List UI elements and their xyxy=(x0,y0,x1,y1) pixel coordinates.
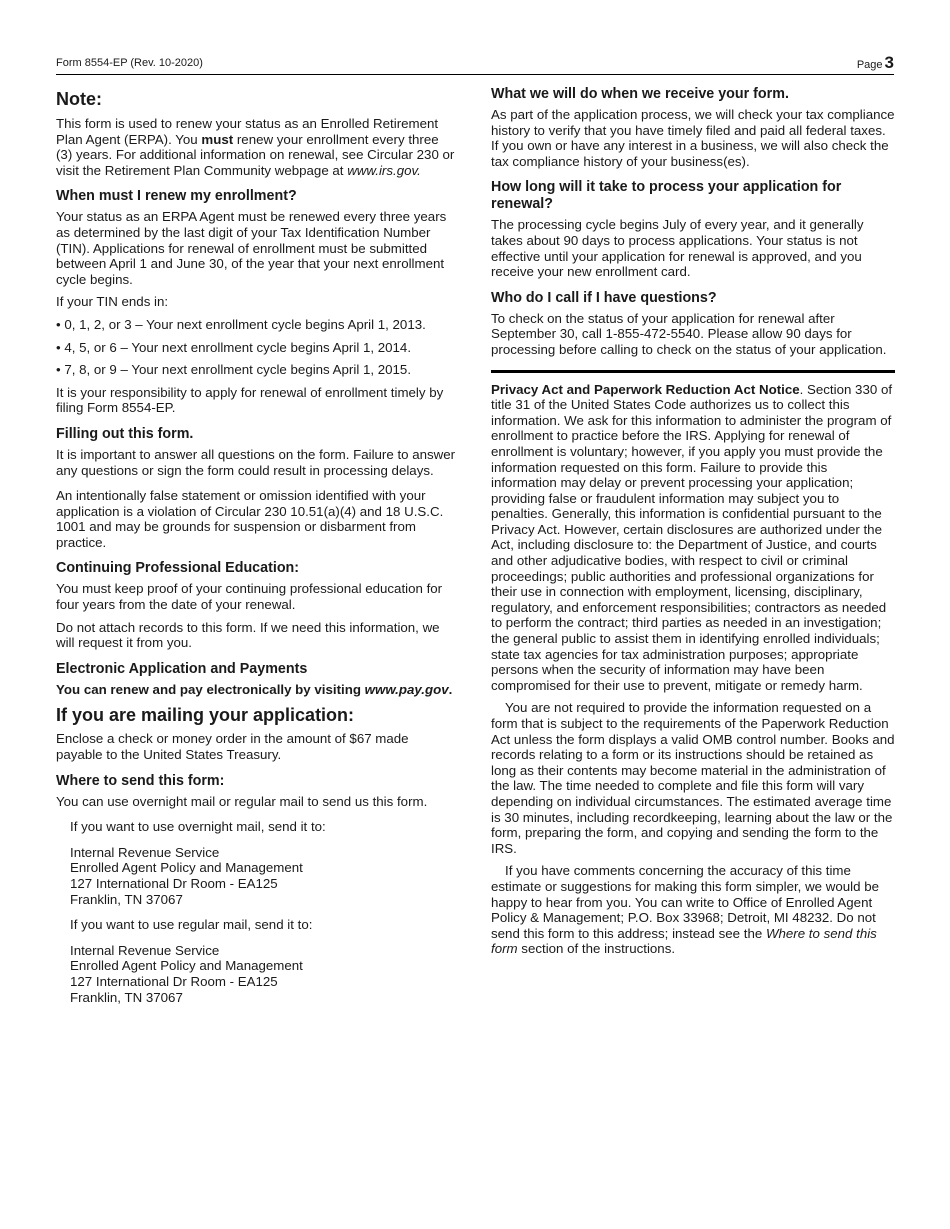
address-line: 127 International Dr Room - EA125 xyxy=(70,973,278,989)
call-paragraph: To check on the status of your application for renewal after September 30, call 1-855-472-5540. Please allow 90 days for processing before calling to check on the status of your application. xyxy=(491,310,887,357)
page-header xyxy=(56,52,894,75)
note-text-1: This form is used to renew your status as an Enrolled Retirement Plan Agent (ERPA). You xyxy=(56,116,439,147)
comments-paragraph xyxy=(491,863,895,957)
tin-item: • 4, 5, or 6 – Your next enrollment cycle begins April 1, 2014. xyxy=(56,339,412,355)
regular-address xyxy=(70,943,456,1005)
cpe-paragraph-1: You must keep proof of your continuing professional education for four years from the date of your renewal. xyxy=(56,581,443,613)
where-heading: Where to send this form: xyxy=(56,772,225,789)
comments-text: If you have comments concerning the accuracy of this time estimate or suggestions for making this form simpler, we would be happy to hear from you. You can write to Office of Enrolled Agent Policy & Management; P.O. Box 33968; Detroit, MI 48232. Do not send this form to this address; instead see the xyxy=(491,863,879,941)
page-label: Page xyxy=(856,59,883,71)
eapp-paragraph xyxy=(56,682,456,698)
howlong-heading: How long will it take to process your application for renewal? xyxy=(491,179,842,213)
cpe-heading: Continuing Professional Education: xyxy=(56,560,300,577)
privacy-paragraph xyxy=(491,382,895,694)
regular-intro: If you want to use regular mail, send it to: xyxy=(70,917,313,933)
receive-heading: What we will do when we receive your form. xyxy=(491,86,789,102)
address-line: Enrolled Agent Policy and Management xyxy=(70,860,303,876)
mailing-heading: If you are mailing your application: xyxy=(56,705,355,726)
note-heading: Note: xyxy=(56,89,102,109)
page-number-label xyxy=(857,53,894,73)
filling-paragraph-1: It is important to answer all questions on the form. Failure to answer any questions or sign the form could result in processing delays. xyxy=(56,446,456,478)
filling-heading: Filling out this form. xyxy=(56,425,194,442)
tin-item: • 0, 1, 2, or 3 – Your next enrollment cycle begins April 1, 2013. xyxy=(56,316,426,332)
left-column xyxy=(56,86,456,1015)
comments-end: section of the instructions. xyxy=(517,941,676,957)
privacy-heading: Privacy Act and Paperwork Reduction Act Notice xyxy=(491,381,800,397)
address-line: Enrolled Agent Policy and Management xyxy=(70,958,303,974)
comments-reference: Where to send this form xyxy=(491,925,877,957)
cpe-paragraph-2: Do not attach records to this form. If we need this information, we will request it from you. xyxy=(56,619,440,651)
call-heading: Who do I call if I have questions? xyxy=(491,289,717,306)
filling-paragraph-2: An intentionally false statement or omission identified with your application is a violation of Circular 230 10.51(a)(4) and 18 U.S.C. 1001 and may be grounds for suspension or disbarment from practice. xyxy=(56,488,444,550)
eapp-period: . xyxy=(448,681,453,697)
tin-item: • 7, 8, or 9 – Your next enrollment cycle begins April 1, 2015. xyxy=(56,362,412,378)
note-must: must xyxy=(201,131,234,147)
pay-gov-link[interactable]: www.pay.gov xyxy=(364,681,449,697)
eapp-text: You can renew and pay electronically by visiting xyxy=(56,681,365,697)
responsibility-paragraph: It is your responsibility to apply for renewal of enrollment timely by filing Form 8554-EP. xyxy=(56,384,444,416)
paperwork-paragraph: You are not required to provide the information requested on a form that is subject to the requirements of the Paperwork Reduction Act unless the form displays a valid OMB control number. Books and records relating to a form or its instructions should be retained as long as their contents may become material in the administration of the law. The time needed to complete and file this form will vary depending on individual circumstances. The estimated average time is 30 minutes, including recordkeeping, learning about the law or the form, preparing the form, and copying and sending the form to the IRS. xyxy=(491,700,895,856)
address-line: Internal Revenue Service xyxy=(70,844,220,860)
page-number: 3 xyxy=(884,53,894,72)
receive-paragraph: As part of the application process, we will check your tax compliance history to verify that you have timely filed and paid all federal taxes. If you own or have any interest in a business, we will also check the tax compliance history of your business(es). xyxy=(491,107,895,169)
note-paragraph xyxy=(56,116,456,178)
overnight-address xyxy=(70,845,456,907)
note-text-2: renew your enrollment every three (3) years. For additional information on renewal, see Circular 230 or visit the Retirement Plan Community webpage at xyxy=(56,131,455,178)
overnight-intro: If you want to use overnight mail, send it to: xyxy=(70,819,326,835)
renew-heading: When must I renew my enrollment? xyxy=(56,188,297,205)
section-divider xyxy=(491,370,895,373)
renew-paragraph: Your status as an ERPA Agent must be renewed every three years as determined by the last digit of your Tax Identification Number (TIN). Applications for renewal of enrollment must be submitted between April 1 and June 30, of the year that your next enrollment cycle begins. xyxy=(56,209,447,287)
mailing-paragraph: Enclose a check or money order in the amount of $67 made payable to the United States Treasury. xyxy=(56,731,409,763)
address-line: Franklin, TN 37067 xyxy=(70,989,183,1005)
irs-website-link[interactable]: www.irs.gov. xyxy=(347,162,421,178)
privacy-text: . Section 330 of title 31 of the United States Code authorizes us to collect this information. We ask for this information to administer the program of enrollment to practice before the IRS. Applying for renewal of enrollment is voluntary; however, if you apply you must provide the information requested on this form. Failure to provide this information may delay or prevent processing your application; providing false or fraudulent information may subject you to penalties. Generally, this information is confidential pursuant to the Privacy Act. However, certain disclosures are authorized under the Act, including disclosure to: the Department of Justice, and courts and other adjudicative bodies, with respect to civil or criminal proceedings; public authorities and professional organizations for their use in connection with employment, licensing, disciplinary, regulatory, and enforcement responsibilities; contractors as needed to perform the contract; third parties as needed in an investigation; the general public to assist them in identifying enrolled individuals; state tax agencies for tax administration purposes; appropriate persons when the security of information may have been compromised for their use to prevent, mitigate or remedy harm. xyxy=(491,381,893,693)
form-id: Form 8554-EP (Rev. 10-2020) xyxy=(56,57,203,69)
eapp-heading: Electronic Application and Payments xyxy=(56,660,308,677)
tin-intro: If your TIN ends in: xyxy=(56,294,169,310)
address-line: Internal Revenue Service xyxy=(70,942,220,958)
howlong-paragraph: The processing cycle begins July of every year, and it generally takes about 90 days to process applications. Your status is not effective until your application for renewal is approved, and you receive your new enrollment card. xyxy=(491,217,864,280)
address-line: Franklin, TN 37067 xyxy=(70,891,183,907)
where-paragraph: You can use overnight mail or regular mail to send us this form. xyxy=(56,793,428,809)
address-line: 127 International Dr Room - EA125 xyxy=(70,876,278,891)
right-column xyxy=(491,86,895,964)
